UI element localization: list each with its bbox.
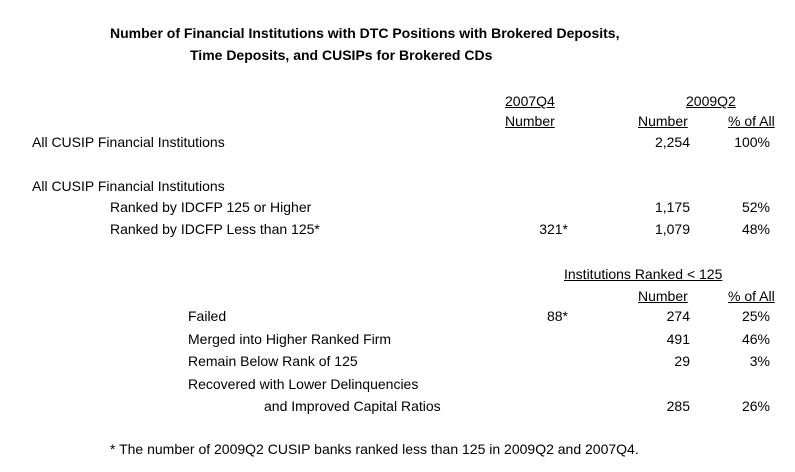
ranked-row-label: Ranked by IDCFP Less than 125* <box>110 221 320 237</box>
header-2007q4-number: Number <box>505 113 555 129</box>
row-all-cusip-number: 2,254 <box>654 134 690 150</box>
below125-row-label: Merged into Higher Ranked Firm <box>188 331 392 347</box>
row-all-cusip-pct: 100% <box>734 134 770 150</box>
ranked-row-pct: 52% <box>741 199 770 215</box>
title-line-2: Time Deposits, and CUSIPs for Brokered CDs <box>190 47 493 63</box>
below125-row-pct: 46% <box>741 331 770 347</box>
header-2009q2-period: 2009Q2 <box>686 93 736 109</box>
ranked-row-label: Ranked by IDCFP 125 or Higher <box>110 199 312 215</box>
recovered-number: 285 <box>666 398 690 414</box>
below125-row-2007q4: 88* <box>546 308 568 324</box>
header-2009q2-number: Number <box>638 113 688 129</box>
below125-header-number: Number <box>638 288 688 304</box>
header-2007q4-period: 2007Q4 <box>505 93 555 109</box>
ranked-section-label: All CUSIP Financial Institutions <box>32 178 225 194</box>
ranked-row-number: 1,079 <box>654 221 690 237</box>
below125-row-pct: 25% <box>741 308 770 324</box>
recovered-label-line-2: and Improved Capital Ratios <box>264 398 441 414</box>
below125-row-pct: 3% <box>749 353 770 369</box>
footnote: * The number of 2009Q2 CUSIP banks ranked less than 125 in 2009Q2 and 2007Q4. <box>110 441 639 457</box>
ranked-row-pct: 48% <box>741 221 770 237</box>
recovered-pct: 26% <box>741 398 770 414</box>
title-line-1: Number of Financial Institutions with DTC Positions with Brokered Deposits, <box>110 25 620 41</box>
below125-row-label: Failed <box>188 308 227 324</box>
below125-row-number: 29 <box>674 353 690 369</box>
recovered-label-line-1: Recovered with Lower Delinquencies <box>188 376 419 392</box>
below125-row-number: 274 <box>666 308 690 324</box>
below125-group-header: Institutions Ranked < 125 <box>564 266 723 282</box>
ranked-row-2007q4: 321* <box>539 221 568 237</box>
below125-header-pct: % of All <box>728 288 775 304</box>
below125-row-number: 491 <box>666 331 690 347</box>
header-2009q2-pct: % of All <box>728 113 775 129</box>
row-all-cusip-label: All CUSIP Financial Institutions <box>32 134 225 150</box>
ranked-row-number: 1,175 <box>654 199 690 215</box>
below125-row-label: Remain Below Rank of 125 <box>188 353 358 369</box>
